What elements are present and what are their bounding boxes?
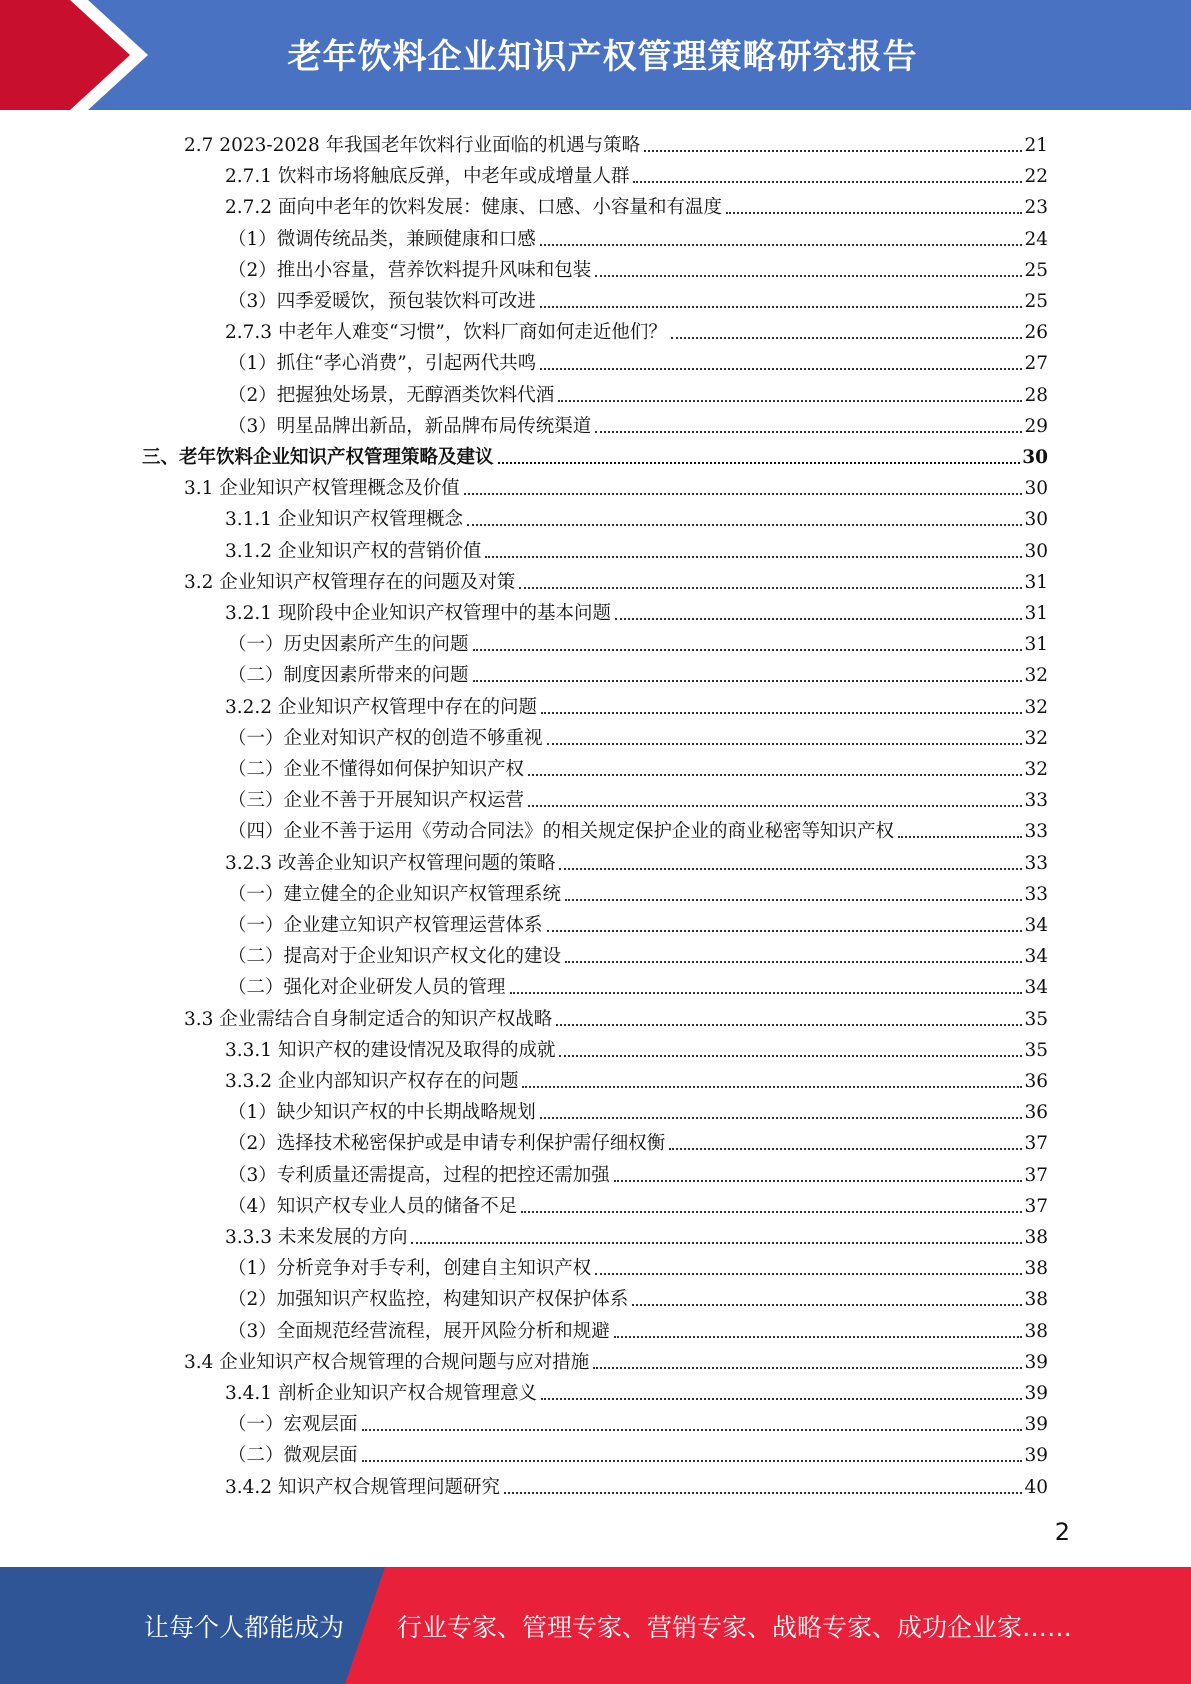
toc-entry-page: 38: [1024, 1289, 1048, 1311]
toc-entry-page: 31: [1024, 634, 1048, 656]
toc-entry-page: 30: [1024, 509, 1048, 531]
toc-dot-leader: [540, 306, 1023, 308]
toc-entry-page: 33: [1024, 821, 1048, 843]
toc-dot-leader: [595, 431, 1022, 433]
toc-entry[interactable]: [228, 252, 1048, 283]
toc-entry-title: 3.1 企业知识产权管理概念及价值: [184, 478, 460, 500]
toc-entry[interactable]: [228, 1125, 1048, 1156]
toc-entry-title: （一）企业对知识产权的创造不够重视: [228, 727, 543, 749]
toc-dot-leader: [464, 493, 1023, 495]
toc-entry-title: 3.3 企业需结合自身制定适合的知识产权战略: [184, 1008, 553, 1030]
toc-entry[interactable]: [228, 1157, 1048, 1188]
toc-entry[interactable]: [228, 751, 1048, 782]
footer-slogan-right: 行业专家、管理专家、营销专家、战略专家、成功企业家……: [397, 1612, 1073, 1642]
toc-entry-page: 30: [1024, 478, 1048, 500]
toc-entry-page: 21: [1024, 135, 1048, 156]
toc-entry-title: 2.7.3 中老年人难变“习惯”，饮料厂商如何走近他们？: [225, 322, 667, 344]
toc-entry[interactable]: [228, 813, 1048, 844]
toc-entry-title: （一）历史因素所产生的问题: [228, 634, 469, 656]
toc-entry-title: 三、老年饮料企业知识产权管理策略及建议: [142, 447, 494, 468]
toc-entry-title: 2.7.1 饮料市场将触底反弹，中老年或成增量人群: [225, 166, 630, 188]
toc-dot-leader: [547, 743, 1023, 745]
toc-entry-page: 31: [1024, 603, 1048, 624]
toc-dot-leader: [411, 1242, 1022, 1244]
toc-dot-leader: [540, 1117, 1023, 1119]
toc-entry-page: 39: [1024, 1445, 1048, 1467]
toc-entry-title: （3）全面规范经营流程，展开风险分析和规避: [228, 1320, 610, 1342]
toc-entry-title: （1）微调传统品类，兼顾健康和口感: [228, 228, 536, 250]
toc-entry-title: （二）强化对企业研发人员的管理: [228, 977, 506, 999]
toc-entry-title: （一）建立健全的企业知识产权管理系统: [228, 883, 562, 905]
toc-dot-leader: [898, 836, 1022, 838]
toc-dot-leader: [593, 1367, 1022, 1369]
toc-dot-leader: [547, 930, 1023, 932]
toc-entry-title: （2）把握独处场景，无醇酒类饮料代酒: [228, 384, 555, 406]
toc-dot-leader: [541, 712, 1022, 714]
toc-entry-page: 37: [1024, 1164, 1048, 1186]
toc-entry-page: 33: [1024, 883, 1048, 905]
report-title: 老年饮料企业知识产权管理策略研究报告: [287, 36, 918, 77]
toc-entry-page: 29: [1024, 415, 1048, 437]
footer-slogan-left: 让每个人都能成为: [144, 1612, 345, 1642]
toc-entry-page: 28: [1024, 384, 1048, 406]
toc-entry-title: 2.7 2023-2028 年我国老年饮料行业面临的机遇与策略: [184, 135, 641, 156]
toc-dot-leader: [485, 556, 1022, 558]
toc-entry-title: 3.2.3 改善企业知识产权管理问题的策略: [225, 852, 556, 874]
toc-entry-page: 36: [1024, 1102, 1048, 1124]
toc-entry-title: （四）企业不善于运用《劳动合同法》的相关规定保护企业的商业秘密等知识产权: [228, 821, 895, 843]
toc-entry[interactable]: [225, 689, 1048, 720]
toc-entry[interactable]: [225, 845, 1048, 876]
toc-dot-leader: [633, 181, 1022, 183]
toc-dot-leader: [726, 212, 1022, 214]
toc-dot-leader: [540, 368, 1022, 370]
toc-dot-leader: [540, 244, 1023, 246]
toc-dot-leader: [556, 1024, 1022, 1026]
toc-entry-title: （4）知识产权专业人员的储备不足: [228, 1195, 518, 1217]
toc-dot-leader: [559, 1055, 1022, 1057]
toc-entry[interactable]: [228, 1406, 1048, 1437]
toc-dot-leader: [467, 524, 1022, 526]
toc-dot-leader: [632, 1304, 1022, 1306]
toc-entry[interactable]: [225, 595, 1048, 626]
toc-entry[interactable]: [228, 345, 1048, 376]
toc-entry-page: 32: [1024, 696, 1048, 718]
toc-entry[interactable]: [228, 626, 1048, 657]
toc-entry-title: 3.3.1 知识产权的建设情况及取得的成就: [225, 1039, 556, 1061]
toc-entry[interactable]: [184, 1001, 1048, 1032]
toc-entry[interactable]: [228, 938, 1048, 969]
toc-entry-title: （1）分析竞争对手专利，创建自主知识产权: [228, 1258, 592, 1280]
toc-entry[interactable]: [184, 470, 1048, 501]
toc-entry-page: 34: [1024, 946, 1048, 968]
toc-entry[interactable]: [228, 1250, 1048, 1281]
toc-entry-title: （1）缺少知识产权的中长期战略规划: [228, 1102, 536, 1124]
toc-entry[interactable]: [228, 1437, 1048, 1468]
toc-entry-title: （三）企业不善于开展知识产权运营: [228, 790, 525, 812]
toc-entry-title: 3.4 企业知识产权合规管理的合规问题与应对措施: [184, 1351, 590, 1373]
toc-entry[interactable]: [225, 501, 1048, 532]
toc-dot-leader: [565, 899, 1022, 901]
toc-entry-title: 3.2 企业知识产权管理存在的问题及对策: [184, 571, 516, 593]
toc-entry[interactable]: [225, 1469, 1048, 1500]
toc-entry-page: 38: [1024, 1258, 1048, 1280]
toc-entry-title: 3.2.2 企业知识产权管理中存在的问题: [225, 696, 537, 718]
toc-dot-leader: [362, 1429, 1023, 1431]
toc-entry[interactable]: [225, 1219, 1048, 1250]
toc-entry-title: （二）企业不懂得如何保护知识产权: [228, 759, 525, 780]
toc-entry-title: （2）加强知识产权监控，构建知识产权保护体系: [228, 1289, 629, 1311]
toc-entry-page: 32: [1024, 665, 1048, 687]
toc-entry-title: （3）四季爱暖饮，预包装饮料可改进: [228, 291, 536, 312]
toc-entry-page: 27: [1024, 353, 1048, 375]
toc-dot-leader: [644, 150, 1022, 152]
toc-entry[interactable]: [228, 1313, 1048, 1344]
toc-entry-page: 32: [1024, 759, 1048, 780]
page-header: [0, 0, 1191, 110]
toc-entry-title: 3.3.2 企业内部知识产权存在的问题: [225, 1071, 519, 1092]
toc-entry-title: 3.4.2 知识产权合规管理问题研究: [225, 1476, 500, 1498]
toc-entry-page: 33: [1024, 790, 1048, 812]
toc-entry-page: 39: [1024, 1383, 1048, 1404]
toc-entry-title: （一）宏观层面: [228, 1414, 358, 1436]
toc-entry[interactable]: [184, 564, 1048, 595]
toc-entry-title: 3.4.1 剖析企业知识产权合规管理意义: [225, 1383, 537, 1404]
toc-entry[interactable]: [225, 1375, 1048, 1406]
toc-entry[interactable]: [228, 907, 1048, 938]
toc-entry[interactable]: [225, 533, 1048, 564]
toc-dot-leader: [362, 1460, 1023, 1462]
toc-entry[interactable]: [228, 283, 1048, 314]
page-number: 2: [1054, 1518, 1070, 1546]
toc-dot-leader: [473, 649, 1023, 651]
toc-entry-page: 30: [1022, 447, 1048, 468]
toc-entry-page: 36: [1024, 1071, 1048, 1092]
toc-dot-leader: [521, 1211, 1022, 1213]
toc-entry-title: （3）专利质量还需提高，过程的把控还需加强: [228, 1164, 610, 1186]
toc-dot-leader: [528, 774, 1022, 776]
toc-entry-page: 35: [1024, 1008, 1048, 1030]
toc-entry[interactable]: [225, 314, 1048, 345]
toc-entry-page: 38: [1024, 1227, 1048, 1248]
toc-entry-title: （二）提高对于企业知识产权文化的建设: [228, 946, 562, 968]
toc-entry-page: 26: [1024, 322, 1048, 344]
toc-dot-leader: [669, 1148, 1022, 1150]
toc-entry[interactable]: [228, 377, 1048, 408]
toc-entry-page: 38: [1024, 1320, 1048, 1342]
toc-entry-page: 35: [1024, 1039, 1048, 1061]
toc-entry[interactable]: [228, 876, 1048, 907]
toc-entry-title: （二）微观层面: [228, 1445, 358, 1467]
toc-entry[interactable]: [228, 657, 1048, 688]
toc-entry[interactable]: [228, 1188, 1048, 1219]
toc-entry-title: 3.1.2 企业知识产权的营销价值: [225, 540, 482, 562]
toc-dot-leader: [595, 1273, 1022, 1275]
toc-dot-leader: [519, 587, 1022, 589]
toc-entry[interactable]: [225, 1032, 1048, 1063]
toc-entry-title: （2）推出小容量，营养饮料提升风味和包装: [228, 259, 592, 281]
toc-entry[interactable]: [184, 127, 1048, 158]
toc-entry[interactable]: [225, 158, 1048, 189]
toc-dot-leader: [504, 1492, 1022, 1494]
toc-dot-leader: [614, 1180, 1023, 1182]
toc-dot-leader: [565, 961, 1022, 963]
toc-entry-page: 37: [1024, 1133, 1048, 1155]
toc-entry[interactable]: [228, 221, 1048, 252]
toc-entry-page: 22: [1024, 166, 1048, 188]
toc-entry-page: 32: [1024, 727, 1048, 749]
toc-entry-page: 23: [1024, 197, 1048, 219]
page-footer: [0, 1567, 1191, 1684]
toc-dot-leader: [614, 1336, 1023, 1338]
toc-dot-leader: [671, 337, 1023, 339]
toc-entry[interactable]: [228, 969, 1048, 1000]
toc-entry-page: 34: [1024, 915, 1048, 936]
toc-entry-page: 31: [1024, 571, 1048, 593]
toc-entry[interactable]: [225, 1063, 1048, 1094]
toc-entry-page: 39: [1024, 1414, 1048, 1436]
toc-dot-leader: [510, 992, 1023, 994]
toc-dot-leader: [558, 400, 1022, 402]
toc-entry[interactable]: [184, 1344, 1048, 1375]
toc-entry[interactable]: [228, 1281, 1048, 1312]
toc-entry-page: 39: [1024, 1351, 1048, 1373]
toc-dot-leader: [615, 618, 1022, 620]
toc-entry-title: （1）抓住“孝心消费”，引起两代共鸣: [228, 353, 537, 375]
toc-entry-page: 25: [1024, 259, 1048, 281]
toc-dot-leader: [498, 462, 1021, 464]
toc-entry[interactable]: [142, 439, 1048, 470]
toc-entry[interactable]: [228, 720, 1048, 751]
toc-entry[interactable]: [228, 408, 1048, 439]
toc-entry-title: （一）企业建立知识产权管理运营体系: [228, 915, 543, 936]
toc-entry-page: 33: [1024, 852, 1048, 874]
toc-entry-title: 3.3.3 未来发展的方向: [225, 1227, 408, 1248]
toc-entry-page: 25: [1024, 291, 1048, 312]
toc-entry-page: 37: [1024, 1195, 1048, 1217]
toc-entry-title: 3.1.1 企业知识产权管理概念: [225, 509, 463, 531]
toc-entry-title: 2.7.2 面向中老年的饮料发展：健康、口感、小容量和有温度: [225, 197, 722, 219]
toc-entry-title: （二）制度因素所带来的问题: [228, 665, 469, 687]
toc-entry[interactable]: [228, 782, 1048, 813]
toc-dot-leader: [473, 680, 1023, 682]
toc-entry[interactable]: [225, 189, 1048, 220]
toc-dot-leader: [522, 1086, 1022, 1088]
toc-dot-leader: [595, 275, 1022, 277]
toc-entry-page: 34: [1024, 977, 1048, 999]
toc-dot-leader: [528, 805, 1022, 807]
toc-dot-leader: [559, 868, 1022, 870]
toc-dot-leader: [541, 1398, 1022, 1400]
toc-entry-page: 40: [1024, 1476, 1048, 1498]
toc-entry[interactable]: [228, 1094, 1048, 1125]
toc-entry-page: 24: [1024, 228, 1048, 250]
toc-entry-title: （2）选择技术秘密保护或是申请专利保护需仔细权衡: [228, 1133, 666, 1155]
toc-entry-page: 30: [1024, 540, 1048, 562]
toc-entry-title: （3）明星品牌出新品，新品牌布局传统渠道: [228, 415, 592, 437]
toc-entry-title: 3.2.1 现阶段中企业知识产权管理中的基本问题: [225, 603, 611, 624]
